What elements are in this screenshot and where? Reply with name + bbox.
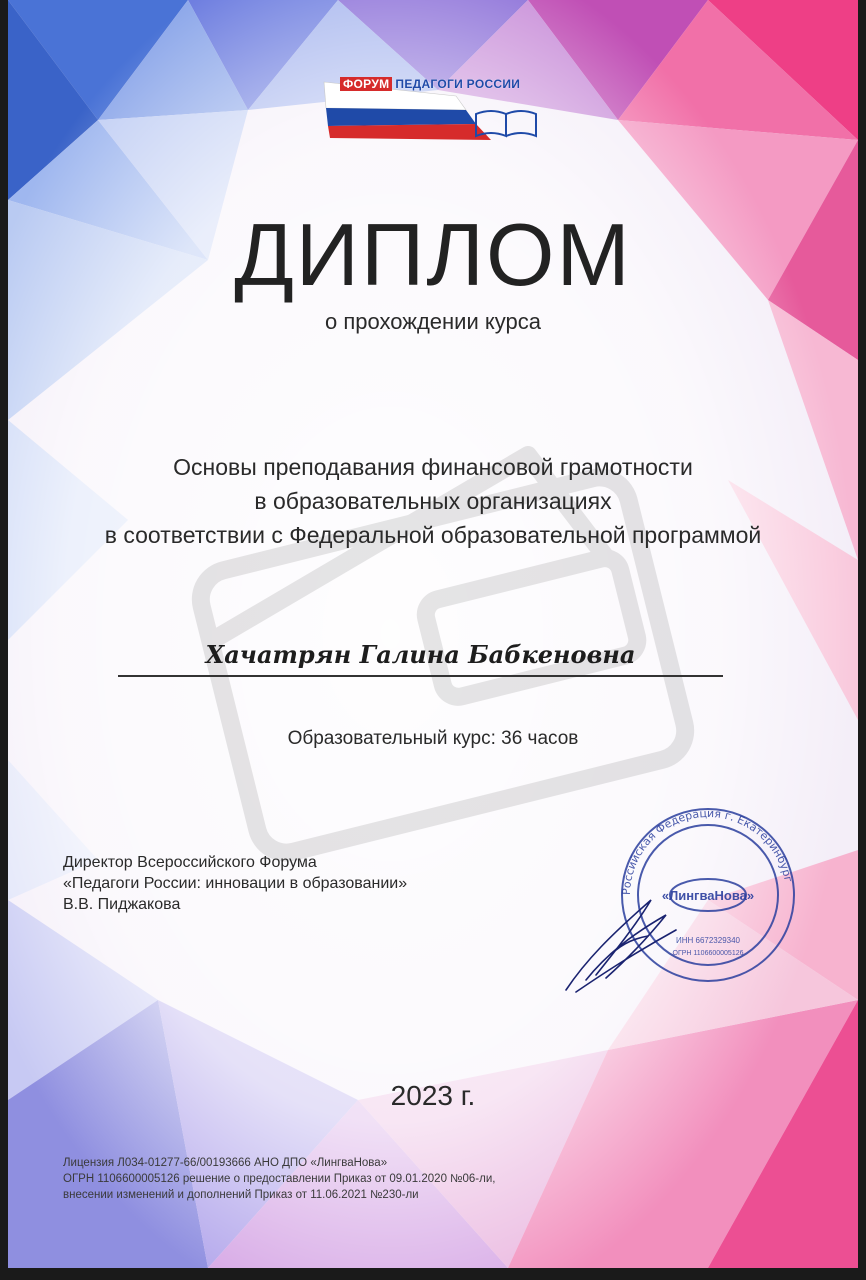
stamp-inn-text: ИНН 6672329340 — [675, 936, 741, 945]
course-line-3: в соответствии с Федеральной образовательной программой — [104, 522, 762, 548]
license-line-2: ОГРН 1106600005126 решение о предоставлении Приказ от 09.01.2020 №06-ли, — [63, 1173, 496, 1185]
diploma-sheet — [8, 0, 858, 1268]
name-underline — [118, 675, 723, 677]
director-line-1: Директор Всероссийского Форума — [63, 854, 317, 871]
course-line-2: в образовательных организациях — [254, 488, 612, 514]
signature — [556, 880, 686, 1000]
stamp-ogrn-text: ОГРН 1106600005126 — [672, 950, 744, 957]
logo-forum-label: ФОРУМ — [340, 77, 392, 91]
book-icon — [476, 111, 536, 136]
recipient-name: Хачатрян Галина Бабкеновна — [205, 640, 636, 669]
bottom-bar — [0, 1268, 866, 1280]
director-line-2: «Педагоги России: инновации в образовании» — [63, 875, 408, 892]
license-line-3: внесении изменений и дополнений Приказ от 11.06.2021 №230-ли — [63, 1189, 419, 1201]
stamp-ring-text: Российская Федерация г. Екатеринбург — [619, 806, 795, 896]
lowpoly-background — [8, 0, 858, 1268]
license-block — [63, 1155, 495, 1203]
logo-name-label: ПЕДАГОГИ РОССИИ — [395, 77, 521, 91]
diploma-title: ДИПЛОМ — [234, 205, 632, 304]
course-title — [8, 450, 858, 552]
issue-year: 2023 г. — [390, 1080, 476, 1111]
license-line-1: Лицензия Л034-01277-66/00193666 АНО ДПО «ЛингваНова» — [63, 1157, 388, 1169]
director-block — [63, 852, 407, 915]
director-line-3: В.В. Пиджакова — [63, 896, 181, 913]
stamp-center-text: «ЛингваНова» — [661, 888, 755, 903]
course-hours: Образовательный курс: 36 часов — [287, 728, 579, 749]
course-line-1: Основы преподавания финансовой грамотности — [173, 454, 693, 480]
logo-title — [340, 77, 520, 91]
diploma-subtitle: о прохождении курса — [325, 309, 541, 334]
